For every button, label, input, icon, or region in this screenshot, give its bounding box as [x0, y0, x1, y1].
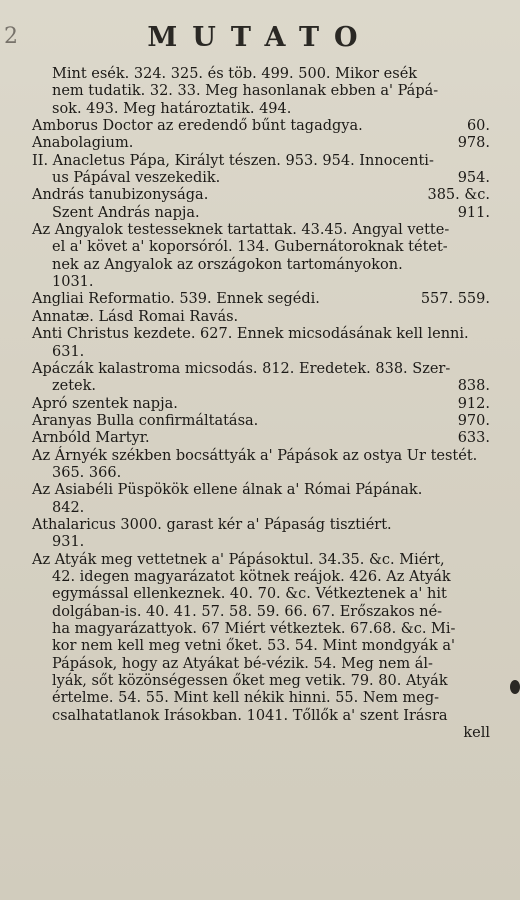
entry-text: Az Árnyék székben bocsáttyák a' Pápások az ostya Ur testét. [32, 447, 478, 464]
entry-text: 365. 366. [52, 464, 122, 481]
entry-line [32, 396, 490, 413]
entry-line [32, 430, 490, 447]
entry-line [32, 517, 490, 534]
entry-text: egymással ellenkeznek. 40. 70. &c. Vétkeztenek a' hit [52, 586, 447, 603]
entry-line [32, 361, 490, 378]
entry-line [32, 656, 490, 673]
entry-line [32, 153, 490, 170]
index-entry [32, 309, 490, 326]
entry-text: Az Atyák meg vettetnek a' Pápásoktul. 34.35. &c. Miért, [32, 551, 445, 568]
index-entry [32, 222, 490, 291]
entry-text: 842. [52, 499, 85, 516]
entry-line [32, 638, 490, 655]
entry-page-ref: 557. 559. [420, 291, 490, 308]
entry-text: II. Anacletus Pápa, Királyt tészen. 953. 954. Innocenti- [32, 152, 434, 169]
entry-line [32, 552, 490, 569]
entry-text: értelme. 54. 55. Mint kell nékik hinni. 55. Nem meg- [52, 690, 440, 707]
entry-line [32, 326, 490, 343]
entry-line [32, 187, 490, 204]
entry-line [32, 274, 490, 291]
entry-line [32, 534, 490, 551]
index-entry [32, 551, 490, 742]
index-entry [32, 361, 490, 396]
entry-text: Anti Christus kezdete. 627. Ennek micsodásának kell lenni. [32, 326, 469, 343]
entry-text: Apró szentek napja. [32, 395, 178, 412]
entry-text: Pápások, hogy az Atyákat bé-vézik. 54. Meg nem ál- [52, 655, 433, 672]
entry-line [32, 690, 490, 707]
entry-page-ref: 385. &c. [427, 187, 490, 204]
entry-line [32, 83, 490, 100]
entry-text: Szent András napja. [52, 204, 200, 221]
index-entry [32, 482, 490, 517]
entry-text: 931. [52, 534, 85, 551]
page-header: MUTATO [147, 22, 373, 53]
entry-text: el a' követ a' koporsóról. 134. Gubernátoroknak tétet- [52, 239, 448, 256]
index-entry [32, 66, 490, 118]
entry-line [32, 118, 490, 135]
entry-line [32, 257, 490, 274]
entry-text: zetek. [52, 378, 97, 395]
entry-line [32, 344, 490, 361]
entry-text: 42. idegen magyarázatot kötnek reájok. 426. Az Atyák [52, 568, 451, 585]
entry-line [32, 135, 490, 152]
entry-text: csalhatatlanok Irásokban. 1041. Tőllők a' szent Irásra [52, 707, 448, 724]
entry-text: nem tudatik. 32. 33. Meg hasonlanak ebben a' Pápá- [52, 83, 439, 100]
entry-text: sok. 493. Meg határoztatik. 494. [52, 100, 292, 117]
entry-line [32, 222, 490, 239]
entry-text: Az Angyalok testesseknek tartattak. 43.45. Angyal vette- [32, 222, 450, 239]
entry-text: 1031. [52, 274, 94, 291]
entry-line [32, 482, 490, 499]
index-entry [32, 430, 490, 447]
entry-line [32, 170, 490, 187]
entry-line [32, 465, 490, 482]
entry-text: Arnbóld Martyr. [32, 430, 150, 447]
entry-text: Annatæ. Lásd Romai Ravás. [32, 308, 239, 325]
index-entry [32, 326, 490, 361]
entry-page-ref: 912. [457, 395, 490, 412]
index-entry [32, 118, 490, 135]
index-entries [32, 66, 490, 742]
entry-line [32, 205, 490, 222]
entry-text: kor nem kell meg vetni őket. 53. 54. Mint mondgyák a' [52, 638, 455, 655]
entry-text: Anabolagium. [32, 135, 134, 152]
index-entry [32, 153, 490, 188]
entry-line [32, 101, 490, 118]
index-entry [32, 291, 490, 308]
index-entry [32, 517, 490, 552]
index-entry [32, 448, 490, 483]
entry-page-ref: 633. [457, 430, 490, 447]
entry-text: Apáczák kalastroma micsodás. 812. Eredetek. 838. Szer- [32, 360, 451, 377]
entry-line [32, 708, 490, 725]
entry-line [32, 413, 490, 430]
entry-text: ha magyarázattyok. 67 Miért vétkeztek. 67.68. &c. Mi- [52, 621, 456, 637]
ink-blotch [510, 680, 520, 694]
entry-line [32, 586, 490, 603]
entry-text: Amborus Doctor az eredendő bűnt tagadgya. [32, 118, 363, 135]
entry-line [32, 239, 490, 256]
entry-page-ref: 970. [457, 412, 490, 429]
entry-line [32, 604, 490, 621]
entry-line [32, 309, 490, 326]
entry-line [32, 673, 490, 690]
index-entry [32, 187, 490, 222]
entry-line [32, 291, 490, 308]
index-entry [32, 396, 490, 413]
entry-text: Mint esék. 324. 325. és töb. 499. 500. Mikor esék [52, 66, 418, 82]
index-entry [32, 135, 490, 152]
entry-text: lyák, sőt közönségessen őket meg vetik. 79. 80. Atyák [52, 673, 448, 690]
entry-page-ref: 954. [457, 170, 490, 187]
entry-text: Aranyas Bulla confirmáltatása. [32, 412, 259, 429]
entry-text: Angliai Reformatio. 539. Ennek segédi. [32, 291, 320, 308]
page-number: 2 [4, 24, 18, 49]
entry-text: dolgában-is. 40. 41. 57. 58. 59. 66. 67. Erőszakos né- [52, 603, 443, 620]
entry-page-ref: 60. [466, 118, 490, 135]
entry-text: Az Asiabéli Püspökök ellene álnak a' Római Pápának. [32, 482, 423, 499]
entry-text: Athalaricus 3000. garast kér a' Pápaság tisztiért. [32, 516, 392, 533]
entry-line [32, 500, 490, 517]
entry-text: András tanubizonysága. [32, 187, 209, 204]
entry-line [32, 448, 490, 465]
index-entry [32, 413, 490, 430]
entry-page-ref: 978. [457, 135, 490, 152]
entry-text: us Pápával veszekedik. [52, 170, 221, 187]
entry-line [32, 621, 490, 638]
entry-page-ref: kell [463, 725, 490, 742]
entry-text: 631. [52, 343, 85, 360]
entry-page-ref: 911. [457, 204, 490, 221]
entry-line [32, 378, 490, 395]
entry-text: nek az Angyalok az országokon tartományokon. [52, 256, 403, 273]
entry-line [32, 66, 490, 83]
entry-line [32, 569, 490, 586]
entry-page-ref: 838. [457, 378, 490, 395]
